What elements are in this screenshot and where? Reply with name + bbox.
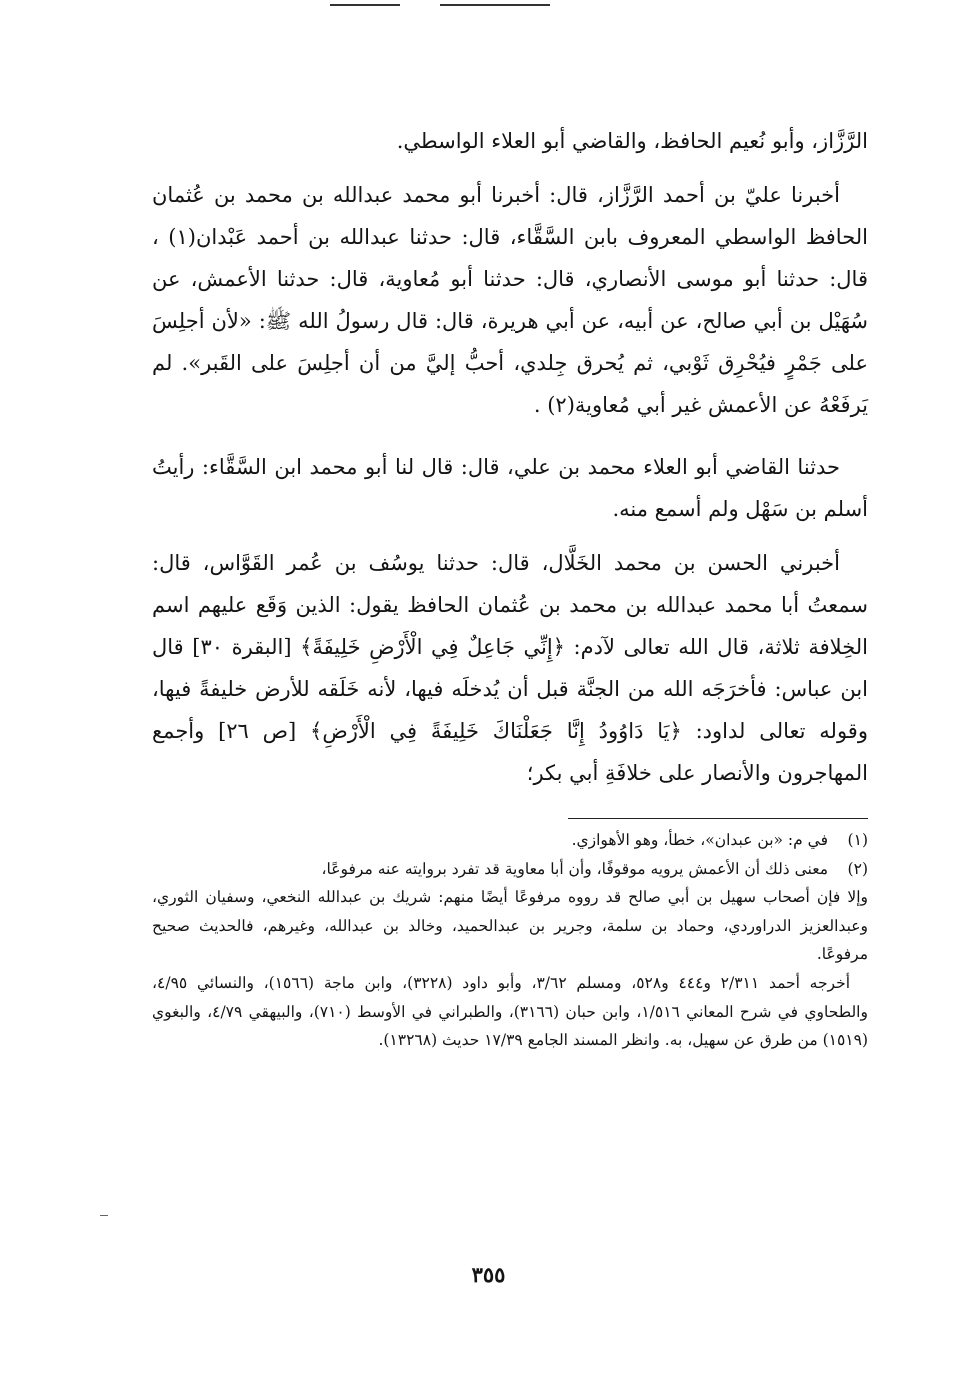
page-number: ٣٥٥ xyxy=(471,1262,506,1287)
paragraph-4: أخبرني الحسن بن محمد الخَلَّال، قال: حدثنا يوسُف بن عُمر القَوَّاس، قال: سمعتُ أبا محمد عبدالله بن محمد بن عُثمان الحافظ يقول: الذين وَقَع عليهم اسم الخِلافة ثلاثة، قال الله تعالى لآدم: ﴿إِنِّي جَاعِلٌ فِي الْأَرْضِ خَلِيفَةً﴾ [البقرة ٣٠] قال ابن عباس: فأخرَجَه الله من الجنَّة قبل أن يُدخلَه فيها، لأنه خَلَقه للأرض خليفةً فيها، وقوله تعالى لداود: ﴿يَا دَاوُودُ إِنَّا جَعَلْنَاكَ خَلِيفَةً فِي الْأَرْضِ﴾ [ص ٢٦] وأجمع المهاجرون والأنصار على خلافَةِ أبي بكر؛ xyxy=(152,551,868,785)
footnote-number: (١) xyxy=(847,831,868,849)
footnote-text: في م: «بن عبدان»، خطأ، وهو الأهوازي. xyxy=(571,831,828,849)
footnote-number: (٢) xyxy=(847,859,868,878)
paragraph-3: حدثنا القاضي أبو العلاء محمد بن علي، قال: قال لنا أبو محمد ابن السَّقَّاء: رأيتُ أسلم بن سَهْل ولم أسمع منه. xyxy=(152,455,868,521)
margin-mark xyxy=(100,1215,108,1216)
footnote-divider xyxy=(568,818,868,819)
footnote-references: أخرجه أحمد ٢/٣١١ و٤٤٤ و٥٢٨، ومسلم ٣/٦٢، وأبو داود (٣٢٢٨)، وابن ماجة (١٥٦٦)، والنسائي ٤/٩٥، والطحاوي في شرح المعاني ١/٥١٦، وابن حبان (٣١٦٦)، والطبراني في الأوسط (٧١٠)، والبيهقي ٤/٧٩، والبغوي (١٥١٩) من طرق عن سهيل، به. وانظر المسند الجامع ١٧/٣٩ حديث (١٣٢٦٨). xyxy=(152,973,868,1050)
footnote-continuation: وإلا فإن أصحاب سهيل بن أبي صالح قد رووه مرفوعًا أيضًا منهم: شريك بن عبدالله النخعي، وسفيان الثوري، وعبدالعزيز الدراوردي، وحماد بن سلمة، وجرير بن عبدالحميد، وخالد بن عبدالله، وغيرهم، فالحديث صحيح مرفوعًا. xyxy=(152,888,868,964)
paragraph-1: الرَّزَّاز، وأبو نُعيم الحافظ، والقاضي أبو العلاء الواسطي. xyxy=(396,129,868,153)
footnote-2 xyxy=(152,855,868,884)
footnotes xyxy=(152,826,868,1055)
footnote-1 xyxy=(152,826,868,855)
paragraph-2: أخبرنا عليّ بن أحمد الرَّزَّاز، قال: أخبرنا أبو محمد عبدالله بن محمد بن عُثمان الحافظ الواسطي المعروف بابن السَّقَّاء، قال: حدثنا عبدالله بن أحمد عَبْدان(١) ، قال: حدثنا أبو موسى الأنصاري، قال: حدثنا أبو مُعاوية، قال: حدثنا الأعمش، عن سُهَيْل بن أبي صالح، عن أبيه، عن أبي هريرة، قال: قال رسولُ الله ﷺ: «لأن أجلِسَ على جَمْرٍ فيُحْرِق ثَوْبي، ثم يُحرق جِلدي، أحبُّ إليَّ من أن أجلِسَ على القَبر». لم يَرفَعْهُ عن الأعمش غير أبي مُعاوية(٢) . xyxy=(152,183,868,417)
footnote-text: معنى ذلك أن الأعمش يرويه موقوفًا، وأن أبا معاوية قد تفرد بروايته عنه مرفوعًا، xyxy=(321,859,828,878)
book-page xyxy=(152,0,868,1400)
